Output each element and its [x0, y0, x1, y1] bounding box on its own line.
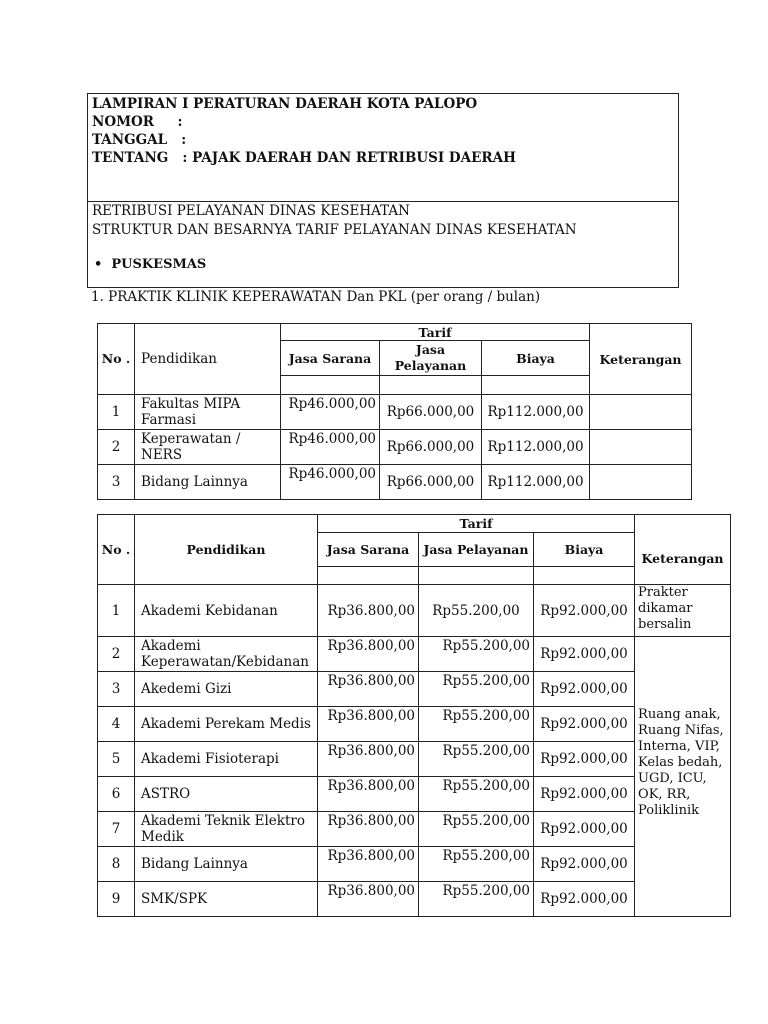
row-no: 7	[98, 812, 135, 847]
col-jasa-sarana: Jasa Sarana	[318, 533, 419, 567]
tariff-table-1	[97, 323, 692, 500]
row-biaya: Rp92.000,00	[534, 585, 635, 637]
blank-cell	[281, 376, 380, 395]
row-pendidikan: Keperawatan / NERS	[135, 430, 281, 465]
row-no: 1	[98, 585, 135, 637]
blank-cell	[534, 567, 635, 585]
row-jasa-sarana: Rp36.800,00	[318, 777, 419, 812]
row-pendidikan: Akademi Perekam Medis	[135, 707, 318, 742]
keterangan-ruang: Ruang anak, Ruang Nifas, Interna, VIP, Kelas bedah, UGD, ICU, OK, RR, Poliklinik	[635, 637, 731, 917]
row-jasa-pelayanan: Rp66.000,00	[380, 465, 482, 500]
row-jasa-sarana: Rp36.800,00	[318, 812, 419, 847]
row-jasa-sarana: Rp36.800,00	[318, 585, 419, 637]
section-caption: 1. PRAKTIK KLINIK KEPERAWATAN Dan PKL (per orang / bulan)	[91, 289, 541, 305]
lampiran-title: LAMPIRAN I PERATURAN DAERAH KOTA PALOPO	[92, 96, 478, 112]
row-pendidikan: Akademi Teknik Elektro Medik	[135, 812, 318, 847]
col-jasa-pelayanan: Jasa Pelayanan	[380, 341, 482, 376]
row-jasa-pelayanan: Rp55.200,00	[419, 585, 534, 637]
keterangan-kamar-bersalin: Prakter dikamar bersalin	[635, 585, 731, 637]
blank-cell	[419, 567, 534, 585]
row-pendidikan: Akademi Fisioterapi	[135, 742, 318, 777]
row-pendidikan: Fakultas MIPA Farmasi	[135, 395, 281, 430]
row-jasa-pelayanan: Rp66.000,00	[380, 395, 482, 430]
row-no: 2	[98, 430, 135, 465]
row-jasa-sarana: Rp46.000,00	[281, 430, 380, 465]
row-jasa-sarana: Rp36.800,00	[318, 637, 419, 672]
row-jasa-pelayanan: Rp55.200,00	[419, 707, 534, 742]
row-pendidikan: Bidang Lainnya	[135, 465, 281, 500]
tentang-line: TENTANG : PAJAK DAERAH DAN RETRIBUSI DAERAH	[92, 150, 516, 166]
col-biaya: Biaya	[534, 533, 635, 567]
row-jasa-pelayanan: Rp55.200,00	[419, 672, 534, 707]
row-jasa-sarana: Rp36.800,00	[318, 672, 419, 707]
blank-cell	[635, 515, 731, 533]
blank-cell	[482, 376, 590, 395]
nomor-line: NOMOR :	[92, 114, 183, 130]
col-no: No .	[98, 515, 135, 585]
row-no: 4	[98, 707, 135, 742]
subtitle-struktur: STRUKTUR DAN BESARNYA TARIF PELAYANAN DINAS KESEHATAN	[92, 222, 577, 238]
row-jasa-sarana: Rp36.800,00	[318, 742, 419, 777]
row-jasa-sarana: Rp36.800,00	[318, 707, 419, 742]
row-no: 5	[98, 742, 135, 777]
row-no: 2	[98, 637, 135, 672]
row-jasa-pelayanan: Rp55.200,00	[419, 637, 534, 672]
subtitle-retribusi: RETRIBUSI PELAYANAN DINAS KESEHATAN	[92, 203, 410, 219]
col-jasa-sarana: Jasa Sarana	[281, 341, 380, 376]
bullet-puskesmas: • PUSKESMAS	[94, 257, 207, 272]
row-keterangan	[590, 430, 692, 465]
row-keterangan	[590, 395, 692, 430]
row-jasa-sarana: Rp36.800,00	[318, 847, 419, 882]
row-no: 8	[98, 847, 135, 882]
row-jasa-pelayanan: Rp55.200,00	[419, 847, 534, 882]
col-tarif: Tarif	[318, 515, 635, 533]
row-biaya: Rp92.000,00	[534, 777, 635, 812]
row-biaya: Rp112.000,00	[482, 430, 590, 465]
blank-cell	[380, 376, 482, 395]
row-jasa-sarana: Rp36.800,00	[318, 882, 419, 917]
row-jasa-pelayanan: Rp55.200,00	[419, 812, 534, 847]
table-row	[98, 430, 692, 465]
row-biaya: Rp92.000,00	[534, 812, 635, 847]
table-row	[98, 637, 731, 672]
row-pendidikan: Akademi Keperawatan/Kebidanan	[135, 637, 318, 672]
header-box	[87, 93, 679, 288]
table-row	[98, 585, 731, 637]
row-jasa-pelayanan: Rp55.200,00	[419, 742, 534, 777]
table-row	[98, 465, 692, 500]
col-keterangan: Keterangan	[635, 533, 731, 585]
row-no: 6	[98, 777, 135, 812]
row-biaya: Rp92.000,00	[534, 637, 635, 672]
tariff-table-2	[97, 514, 731, 917]
row-pendidikan: SMK/SPK	[135, 882, 318, 917]
row-biaya: Rp92.000,00	[534, 672, 635, 707]
row-jasa-pelayanan: Rp55.200,00	[419, 882, 534, 917]
col-pendidikan: Pendidikan	[135, 324, 281, 395]
row-keterangan	[590, 465, 692, 500]
row-no: 1	[98, 395, 135, 430]
row-biaya: Rp92.000,00	[534, 882, 635, 917]
col-keterangan: Keterangan	[590, 324, 692, 395]
blank-cell	[318, 567, 419, 585]
row-biaya: Rp112.000,00	[482, 465, 590, 500]
row-no: 3	[98, 465, 135, 500]
row-jasa-sarana: Rp46.000,00	[281, 465, 380, 500]
row-no: 3	[98, 672, 135, 707]
row-pendidikan: Akedemi Gizi	[135, 672, 318, 707]
col-pendidikan: Pendidikan	[135, 515, 318, 585]
col-jasa-pelayanan: Jasa Pelayanan	[419, 533, 534, 567]
row-no: 9	[98, 882, 135, 917]
row-jasa-sarana: Rp46.000,00	[281, 395, 380, 430]
table-row	[98, 395, 692, 430]
row-biaya: Rp92.000,00	[534, 707, 635, 742]
row-pendidikan: ASTRO	[135, 777, 318, 812]
col-no: No .	[98, 324, 135, 395]
row-pendidikan: Bidang Lainnya	[135, 847, 318, 882]
row-pendidikan: Akademi Kebidanan	[135, 585, 318, 637]
row-jasa-pelayanan: Rp55.200,00	[419, 777, 534, 812]
row-biaya: Rp92.000,00	[534, 847, 635, 882]
tanggal-line: TANGGAL :	[92, 132, 187, 148]
row-biaya: Rp112.000,00	[482, 395, 590, 430]
row-jasa-pelayanan: Rp66.000,00	[380, 430, 482, 465]
col-biaya: Biaya	[482, 341, 590, 376]
col-tarif: Tarif	[281, 324, 590, 341]
row-biaya: Rp92.000,00	[534, 742, 635, 777]
header-top	[88, 94, 678, 202]
